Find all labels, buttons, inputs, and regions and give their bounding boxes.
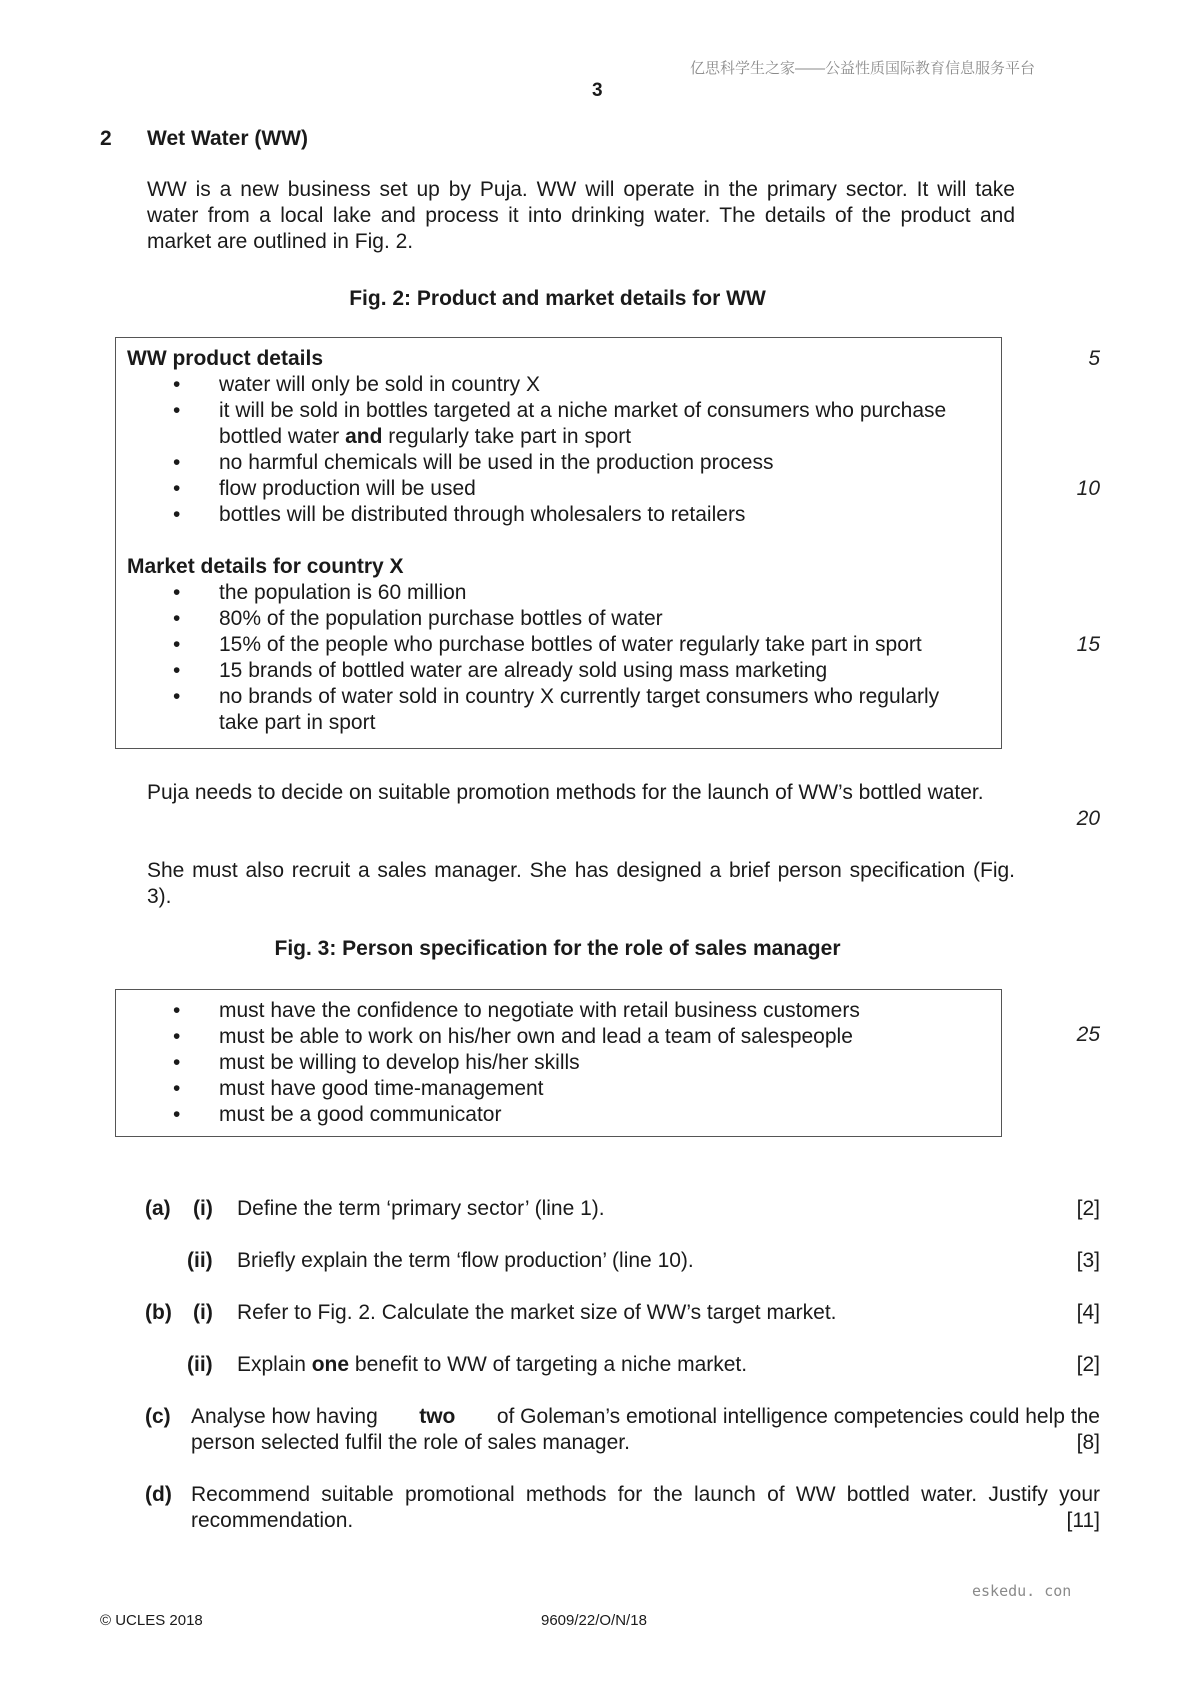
page-number: 3 xyxy=(592,80,603,101)
part-label-a: (a) xyxy=(145,1197,171,1220)
list-item: the population is 60 million xyxy=(219,581,467,604)
question-text: Analyse how having xyxy=(191,1405,378,1428)
mark-c: [8] xyxy=(1076,1431,1100,1454)
fig3-caption: Fig. 3: Person specification for the role of sales manager xyxy=(274,937,841,960)
question-text: benefit to WW of targeting a niche market. xyxy=(354,1353,748,1376)
bullet: • xyxy=(173,1103,181,1126)
question-a-ii: Briefly explain the term ‘flow production’ (line 10). xyxy=(237,1249,694,1272)
mark-b-i: [4] xyxy=(1076,1301,1100,1324)
part-label-a-i: (i) xyxy=(193,1197,213,1220)
part-label-b: (b) xyxy=(145,1301,172,1324)
list-item: 15 brands of bottled water are already sold using mass marketing xyxy=(219,659,828,682)
list-item: bottles will be distributed through wholesalers to retailers xyxy=(219,503,746,526)
bullet: • xyxy=(173,477,181,500)
part-label-b-ii: (ii) xyxy=(187,1353,213,1376)
line-number: 10 xyxy=(1076,477,1100,500)
footer-watermark: eskedu. con xyxy=(972,1582,1072,1600)
part-label-d: (d) xyxy=(145,1483,172,1506)
list-item: must be willing to develop his/her skills xyxy=(219,1051,580,1074)
bullet: • xyxy=(173,607,181,630)
question-a-i: Define the term ‘primary sector’ (line 1). xyxy=(237,1197,605,1220)
market-heading: Market details for country X xyxy=(127,555,404,578)
emphasis-text: and xyxy=(345,425,383,448)
question-intro: WW is a new business set up by Puja. WW will operate in the primary sector. It will take water from a local lake and process it into drinking water. The details of the product and market are outlined in Fig. 2. xyxy=(147,178,1015,253)
bullet: • xyxy=(173,1051,181,1074)
mark-d: [11] xyxy=(1066,1509,1100,1532)
part-label-c: (c) xyxy=(145,1405,171,1428)
list-item: must be a good communicator xyxy=(219,1103,502,1126)
line-number: 15 xyxy=(1076,633,1100,656)
part-label-b-i: (i) xyxy=(193,1301,213,1324)
list-item-continuation: take part in sport xyxy=(219,711,376,734)
question-text: Explain xyxy=(237,1353,306,1376)
list-item: 15% of the people who purchase bottles of water regularly take part in sport xyxy=(219,633,922,656)
list-item: it will be sold in bottles targeted at a niche market of consumers who purchase xyxy=(219,399,947,422)
paper-code: 9609/22/O/N/18 xyxy=(541,1612,647,1629)
list-item: must be able to work on his/her own and lead a team of salespeople xyxy=(219,1025,853,1048)
header-watermark: 亿思科学生之家——公益性质国际教育信息服务平台 xyxy=(690,60,1036,77)
question-b-i: Refer to Fig. 2. Calculate the market size of WW’s target market. xyxy=(237,1301,837,1324)
mark-a-i: [2] xyxy=(1076,1197,1100,1220)
fig2-caption: Fig. 2: Product and market details for WW xyxy=(349,287,766,310)
question-d-line1: Recommend suitable promotional methods for the launch of WW bottled water. Justify your xyxy=(191,1483,1100,1506)
bullet: • xyxy=(173,633,181,656)
bullet: • xyxy=(173,451,181,474)
mark-b-ii: [2] xyxy=(1076,1353,1100,1376)
bullet: • xyxy=(173,399,181,422)
line-number: 20 xyxy=(1076,807,1100,830)
bullet: • xyxy=(173,659,181,682)
paragraph-recruit: She must also recruit a sales manager. She has designed a brief person specification (Fig. 3). xyxy=(147,859,1015,908)
list-item-text: regularly take part in sport xyxy=(388,425,632,448)
line-number: 25 xyxy=(1076,1023,1100,1046)
question-b-ii xyxy=(237,1352,747,1378)
list-item: must have the confidence to negotiate with retail business customers xyxy=(219,999,860,1022)
bullet: • xyxy=(173,1077,181,1100)
copyright: © UCLES 2018 xyxy=(100,1612,203,1629)
paragraph-promotion: Puja needs to decide on suitable promotion methods for the launch of WW’s bottled water. xyxy=(147,781,984,804)
mark-a-ii: [3] xyxy=(1076,1249,1100,1272)
list-item: 80% of the population purchase bottles of water xyxy=(219,607,663,630)
bullet: • xyxy=(173,373,181,396)
list-item-continuation xyxy=(219,424,631,450)
bullet: • xyxy=(173,685,181,708)
question-number: 2 xyxy=(100,127,112,150)
list-item-text: bottled water xyxy=(219,425,340,448)
list-item: flow production will be used xyxy=(219,477,476,500)
list-item: must have good time-management xyxy=(219,1077,544,1100)
bullet: • xyxy=(173,581,181,604)
part-label-a-ii: (ii) xyxy=(187,1249,213,1272)
bullet: • xyxy=(173,1025,181,1048)
bullet: • xyxy=(173,999,181,1022)
line-number: 5 xyxy=(1088,347,1100,370)
emphasis-text: one xyxy=(311,1353,350,1376)
question-title: Wet Water (WW) xyxy=(147,127,308,150)
question-text: of Goleman’s emotional intelligence competencies could help the xyxy=(496,1405,1100,1428)
list-item: water will only be sold in country X xyxy=(219,373,540,396)
question-c-line2: person selected fulfil the role of sales manager. xyxy=(191,1431,630,1454)
question-d-line2: recommendation. xyxy=(191,1509,354,1532)
list-item: no harmful chemicals will be used in the production process xyxy=(219,451,774,474)
question-c-line1 xyxy=(191,1404,1100,1430)
emphasis-text: two xyxy=(419,1405,456,1428)
list-item: no brands of water sold in country X currently target consumers who regularly xyxy=(219,685,940,708)
product-heading: WW product details xyxy=(127,347,323,370)
bullet: • xyxy=(173,503,181,526)
